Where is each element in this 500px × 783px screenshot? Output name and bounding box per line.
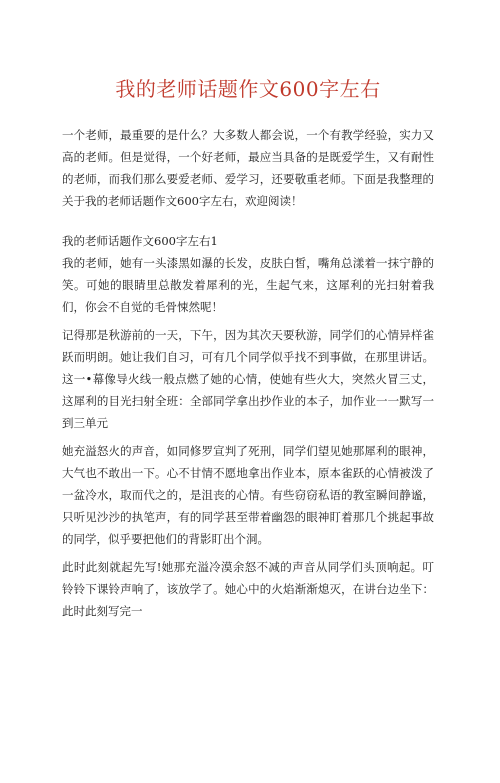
document-title: 我的老师话题作文600字左右: [115, 77, 381, 101]
body-paragraph: 此时此刻就起先写!她那充溢冷漠余怒不减的声音从同学们头顶响起。叮铃铃下课铃声响了，该放学了。她心中的火焰渐渐熄灭，在讲台边坐下：此时此刻写完一: [62, 560, 434, 618]
body-paragraph: 记得那是秋游前的一天，下午，因为其次天要秋游，同学们的心情异样雀跃而明朗。她让我们自习，可有几个同学似乎找不到事做，在那里讲话。这一•幕像导火线一般点燃了她的心情，使她有些火大，突然火冒三丈，这犀利的目光扫射全班：全部同学拿出抄作业的本子，加作业一一默写一到三单元: [62, 328, 434, 430]
document-body: [62, 124, 434, 622]
spacer: [62, 212, 434, 230]
document-page: [0, 76, 500, 783]
body-paragraph: 我的老师，她有一头漆黑如瀑的长发，皮肤白皙，嘴角总漾着一抹宁静的笑。可她的眼睛里总散发着犀利的光，生起气来，这犀利的光扫射着我们，你会不自觉的毛骨悚然呢！: [62, 256, 434, 314]
section-heading: 我的老师话题作文600字左右1: [62, 234, 218, 248]
body-paragraph: 她充溢怒火的声音，如同修罗宣判了死刑，同学们望见她那犀利的眼神，大气也不敢出一下。心不甘情不愿地拿出作业本，原本雀跃的心情被泼了一盆冷水，取而代之的，是沮丧的心情。有些窃窃私语的教室瞬间静谧，只听见沙沙的执笔声，有的同学甚至带着幽怨的眼神盯着那几个挑起事故的同学，似乎要把他们的背影盯出个洞。: [62, 444, 434, 546]
intro-paragraph: 一个老师，最重要的是什么？大多数人都会说，一个有教学经验，实力又高的老师。但是觉得，一个好老师，最应当具备的是既爱学生，又有耐性的老师，而我们那么要爱老师、爱学习，还要敬重老师。下面是我整理的关于我的老师话题作文600字左右，欢迎阅读！: [62, 128, 434, 208]
